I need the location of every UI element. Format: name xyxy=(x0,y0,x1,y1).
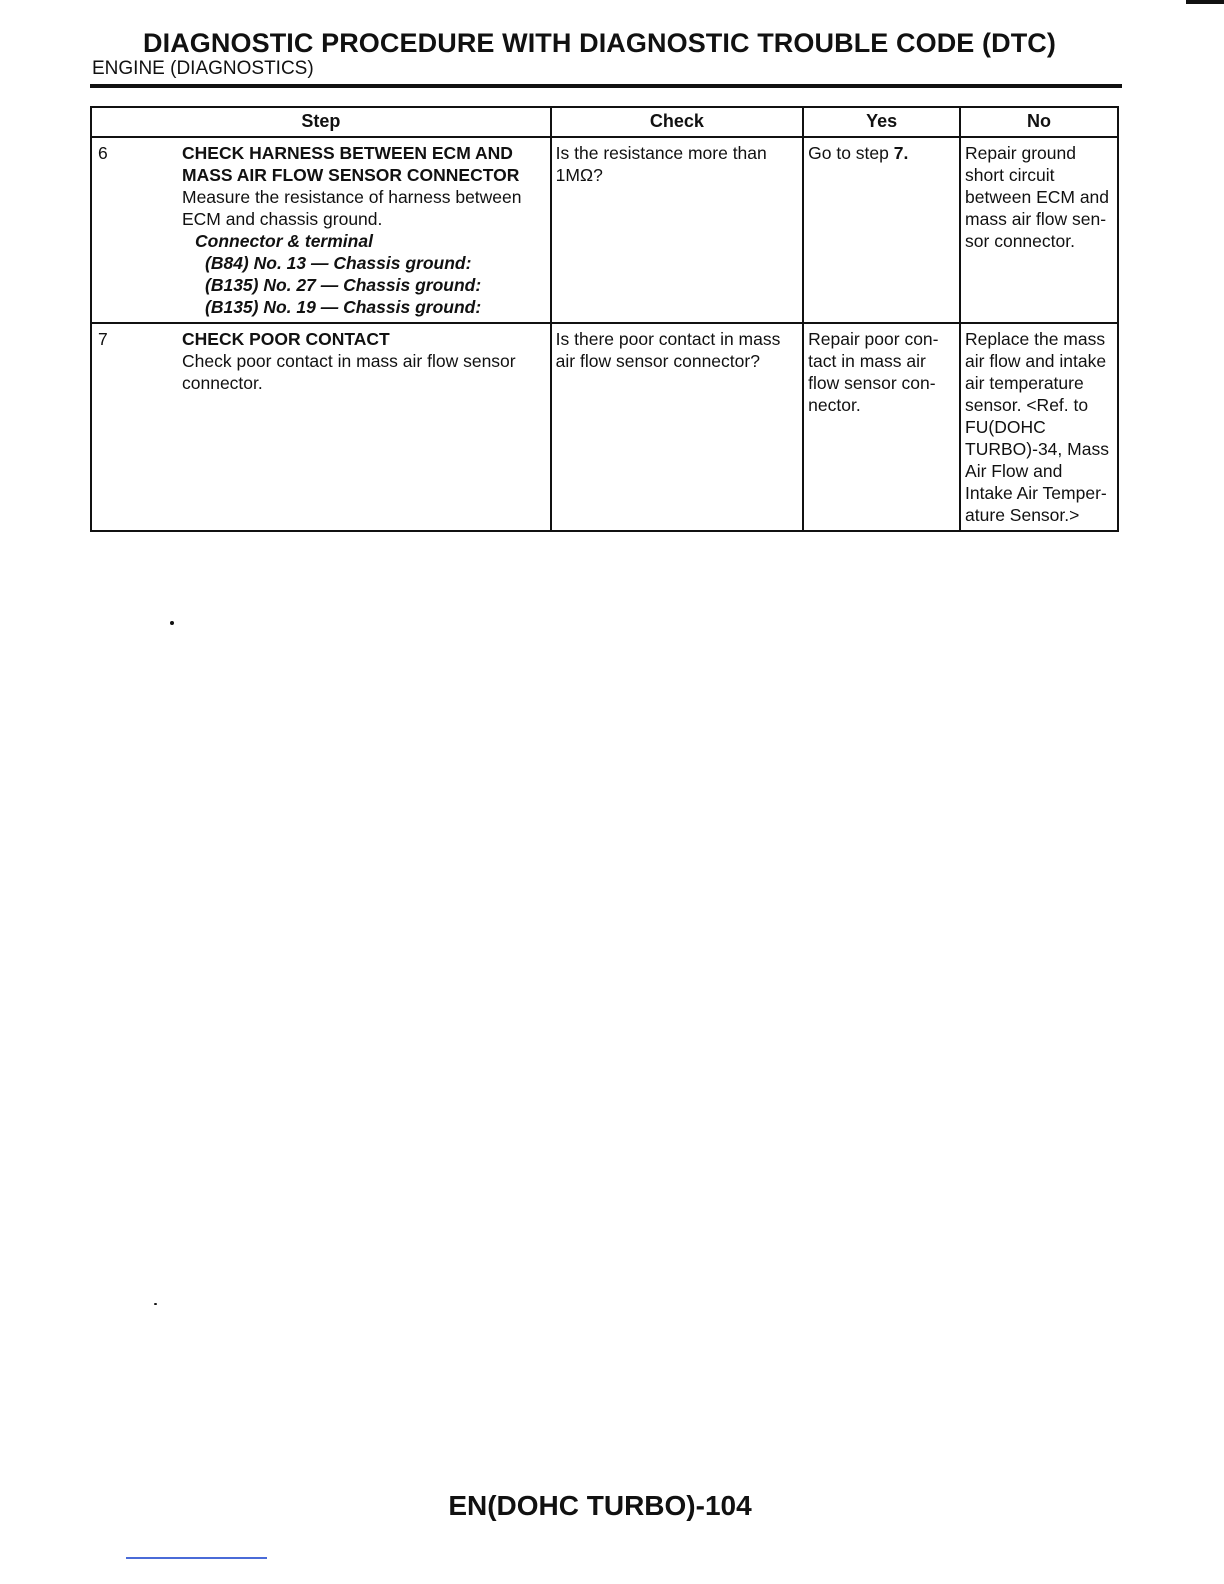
scan-speck xyxy=(154,1303,157,1305)
scan-speck xyxy=(170,621,174,625)
step-title: CHECK HARNESS BETWEEN ECM AND xyxy=(182,143,513,163)
check-cell: Is there poor contact in mass air flow sensor connector? xyxy=(551,323,803,531)
page-number: EN(DOHC TURBO)-104 xyxy=(448,1490,752,1521)
yes-cell: Repair poor con-tact in mass air flow sensor con-nector. xyxy=(803,323,960,531)
footer-link-line xyxy=(126,1557,267,1559)
terminal-item: (B135) No. 27 — Chassis ground: xyxy=(205,275,482,295)
step-number: 7 xyxy=(98,329,108,349)
column-header-yes: Yes xyxy=(803,107,960,137)
column-header-step: Step xyxy=(91,107,551,137)
terminal-item: (B135) No. 19 — Chassis ground: xyxy=(205,297,482,317)
step-cell xyxy=(91,323,551,531)
terminal-item: (B84) No. 13 — Chassis ground: xyxy=(205,253,472,273)
scan-corner-mark xyxy=(1186,0,1224,4)
no-cell: Repair ground short circuit between ECM and mass air flow sen-sor connector. xyxy=(960,137,1118,323)
page-title: DIAGNOSTIC PROCEDURE WITH DIAGNOSTIC TROUBLE CODE (DTC) xyxy=(143,28,1056,58)
header-rule xyxy=(90,84,1122,88)
column-header-check: Check xyxy=(551,107,803,137)
page-subtitle: ENGINE (DIAGNOSTICS) xyxy=(92,58,314,79)
table-row xyxy=(91,137,1118,323)
yes-step-reference: 7. xyxy=(893,143,909,163)
table-row xyxy=(91,323,1118,531)
step-description: Measure the resistance of harness between ECM and chassis ground. xyxy=(182,187,522,229)
yes-cell xyxy=(803,137,960,323)
connector-heading: Connector & terminal xyxy=(195,231,373,251)
yes-text: Go to step xyxy=(808,143,894,163)
step-description: Check poor contact in mass air flow sensor connector. xyxy=(182,351,516,393)
step-number: 6 xyxy=(98,143,108,163)
diagnostic-table xyxy=(90,106,1119,532)
check-cell: Is the resistance more than 1MΩ? xyxy=(551,137,803,323)
step-title: CHECK POOR CONTACT xyxy=(182,329,390,349)
no-cell: Replace the mass air flow and intake air temperature sensor. <Ref. to FU(DOHC TURBO)-34, Mass Air Flow and Intake Air Temper-ature Sensor.> xyxy=(960,323,1118,531)
step-cell xyxy=(91,137,551,323)
step-title-continued: MASS AIR FLOW SENSOR CONNECTOR xyxy=(182,165,520,185)
column-header-no: No xyxy=(960,107,1118,137)
page-footer xyxy=(0,1490,1224,1522)
table-header-row xyxy=(91,107,1118,137)
